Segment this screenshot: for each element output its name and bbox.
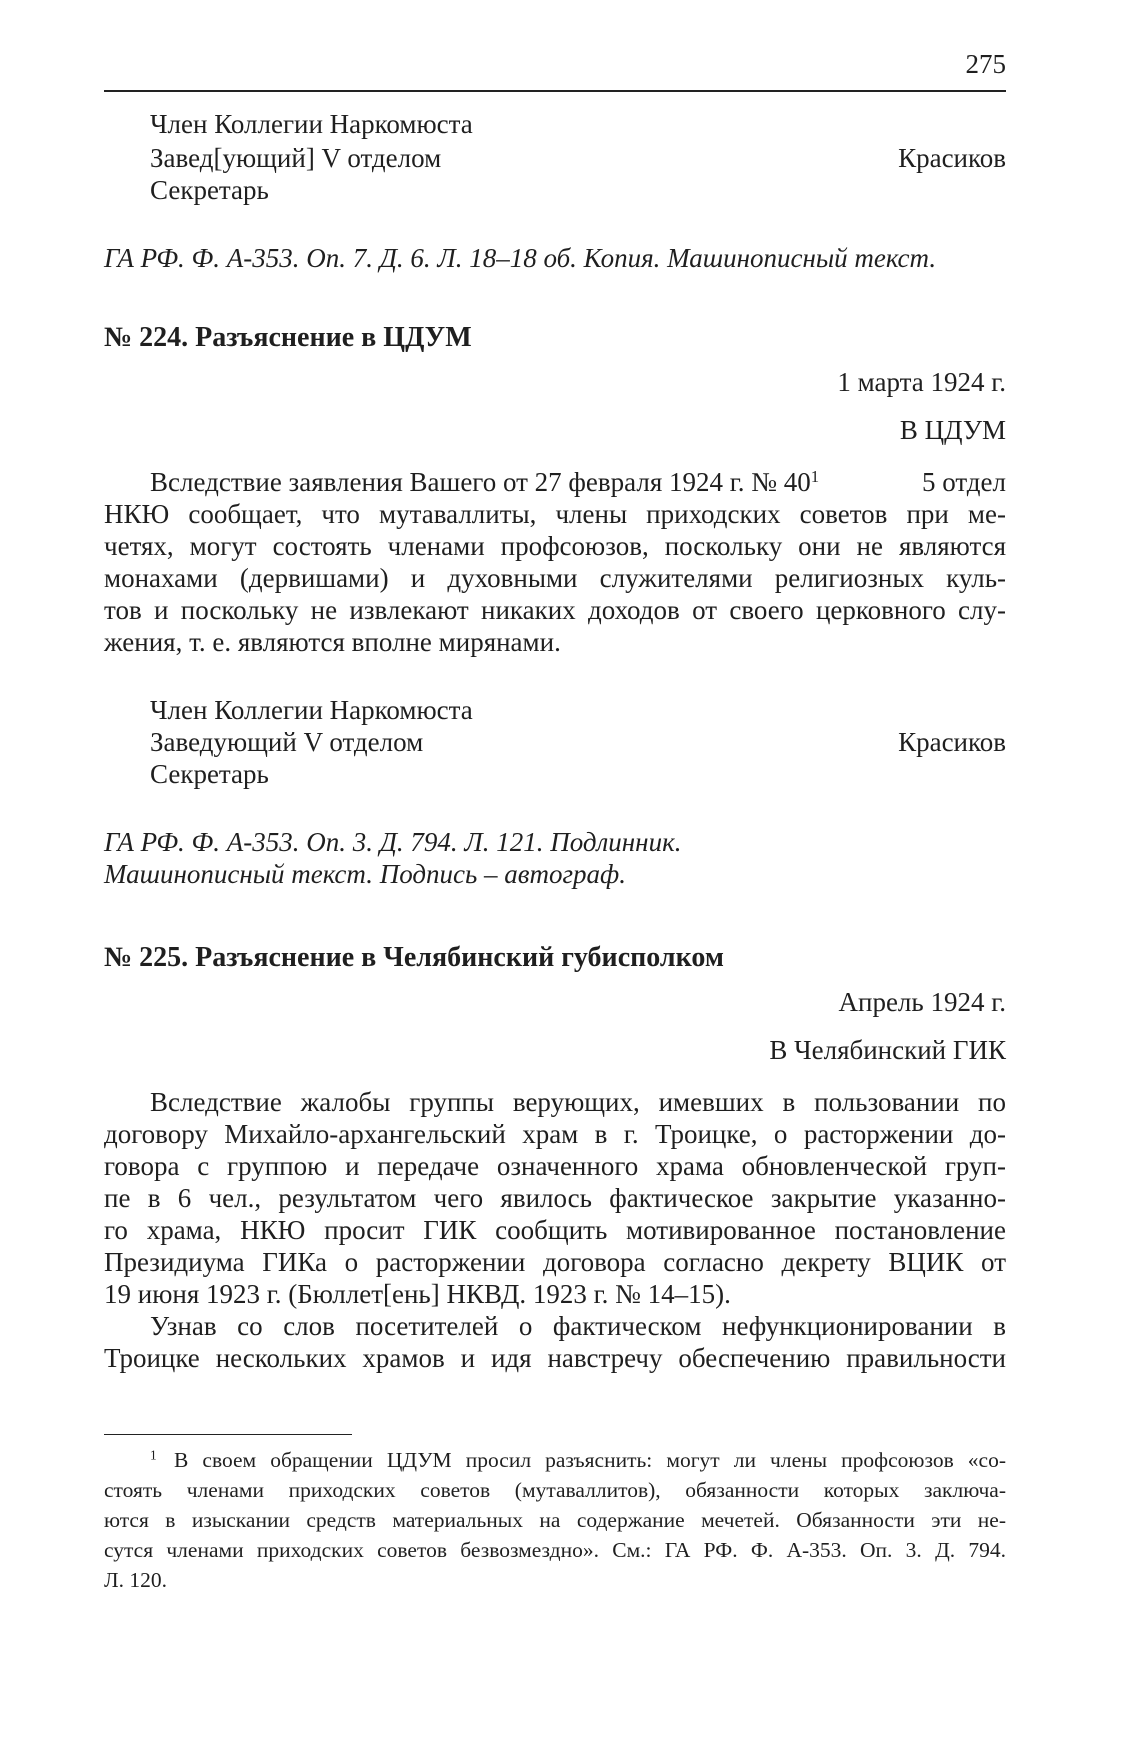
document-225-line-5: го храма, НКЮ просит ГИК сообщить мотивированное постановление [104, 1215, 1006, 1245]
signature-position-1: Член Коллегии Наркомюста [150, 109, 473, 139]
footnote-ref[interactable]: 1 [810, 466, 820, 486]
document-224-line-2: НКЮ сообщает, что мутаваллиты, члены приходских советов при ме- [104, 499, 1006, 529]
footnote-marker: 1 [150, 1447, 157, 1463]
document-225-heading: № 225. Разъяснение в Челябинский губисполком [104, 942, 724, 973]
line-1-tail: 5 отдел [921, 467, 1006, 497]
document-225-line-8: Узнав со слов посетителей о фактическом нефункционировании в [150, 1311, 1006, 1341]
document-225-addressee: В Челябинский ГИК [769, 1035, 1006, 1065]
document-224-line-3: четях, могут состоять членами профсоюзов, поскольку они не являются [104, 531, 1006, 561]
document-224-date: 1 марта 1924 г. [837, 367, 1006, 397]
document-224-line-6: жения, т. е. являются вполне мирянами. [104, 627, 561, 657]
footnote-line-5: Л. 120. [104, 1568, 167, 1592]
document-224-source-2: Машинописный текст. Подпись – автограф. [104, 859, 626, 889]
document-225-line-2: договору Михайло-архангельский храм в г. Троицке, о расторжении до- [104, 1119, 1006, 1149]
document-224-signature-position-1: Член Коллегии Наркомюста [150, 695, 473, 725]
document-224-line-5: тов и поскольку не извлекают никаких доходов от своего церковного слу- [104, 595, 1006, 625]
page-number: 275 [965, 49, 1006, 79]
document-224-addressee: В ЦДУМ [899, 415, 1006, 445]
document-224-heading: № 224. Разъяснение в ЦДУМ [104, 322, 472, 353]
document-224-source-1: ГА РФ. Ф. А-353. Оп. 3. Д. 794. Л. 121. Подлинник. [104, 827, 682, 857]
header-rule [104, 90, 1006, 92]
signature-position-2: Завед[ующий] V отделом [150, 143, 442, 173]
footnote-line-4: сутся членами приходских советов безвозмездно». См.: ГА РФ. Ф. А-353. Оп. 3. Д. 794. [104, 1538, 1006, 1562]
line-1-text: Вследствие заявления Вашего от 27 февраля 1924 г. № 40 [150, 467, 811, 497]
archive-source: ГА РФ. Ф. А-353. Оп. 7. Д. 6. Л. 18–18 об. Копия. Машинописный текст. [104, 243, 937, 273]
document-224-signer: Красиков [898, 727, 1006, 757]
footnote-line-3: ются в изыскании средств материальных на содержание мечетей. Обязанности эти не- [104, 1508, 1006, 1532]
document-224-line-1 [150, 466, 1006, 498]
document-225-line-3: говора с группою и передаче означенного храма обновленческой груп- [104, 1151, 1006, 1181]
footnote-line-1 [150, 1446, 1006, 1474]
footnote-rule [104, 1434, 352, 1435]
footnote-line-2: стоять членами приходских советов (мутаваллитов), обязанности которых заключа- [104, 1478, 1006, 1502]
document-224-line-4: монахами (дервишами) и духовными служителями религиозных куль- [104, 563, 1006, 593]
signature-position-3: Секретарь [150, 175, 269, 205]
document-225-line-1: Вследствие жалобы группы верующих, имевших в пользовании по [150, 1087, 1006, 1117]
document-224-signature-position-3: Секретарь [150, 759, 269, 789]
footnote-line-1-text: В своем обращении ЦДУМ просил разъяснить: могут ли члены профсоюзов «со- [174, 1448, 1006, 1472]
document-225-date: Апрель 1924 г. [838, 987, 1006, 1017]
document-224-signature-position-2: Заведующий V отделом [150, 727, 424, 757]
document-225-line-6: Президиума ГИКа о расторжении договора согласно декрету ВЦИК от [104, 1247, 1006, 1277]
document-225-line-7: 19 июня 1923 г. (Бюллет[ень] НКВД. 1923 г. № 14–15). [104, 1279, 731, 1309]
signature-signer: Красиков [898, 143, 1006, 173]
document-225-line-4: пе в 6 чел., результатом чего явилось фактическое закрытие указанно- [104, 1183, 1006, 1213]
document-225-line-9: Троицке нескольких храмов и идя навстречу обеспечению правильности [104, 1343, 1006, 1373]
